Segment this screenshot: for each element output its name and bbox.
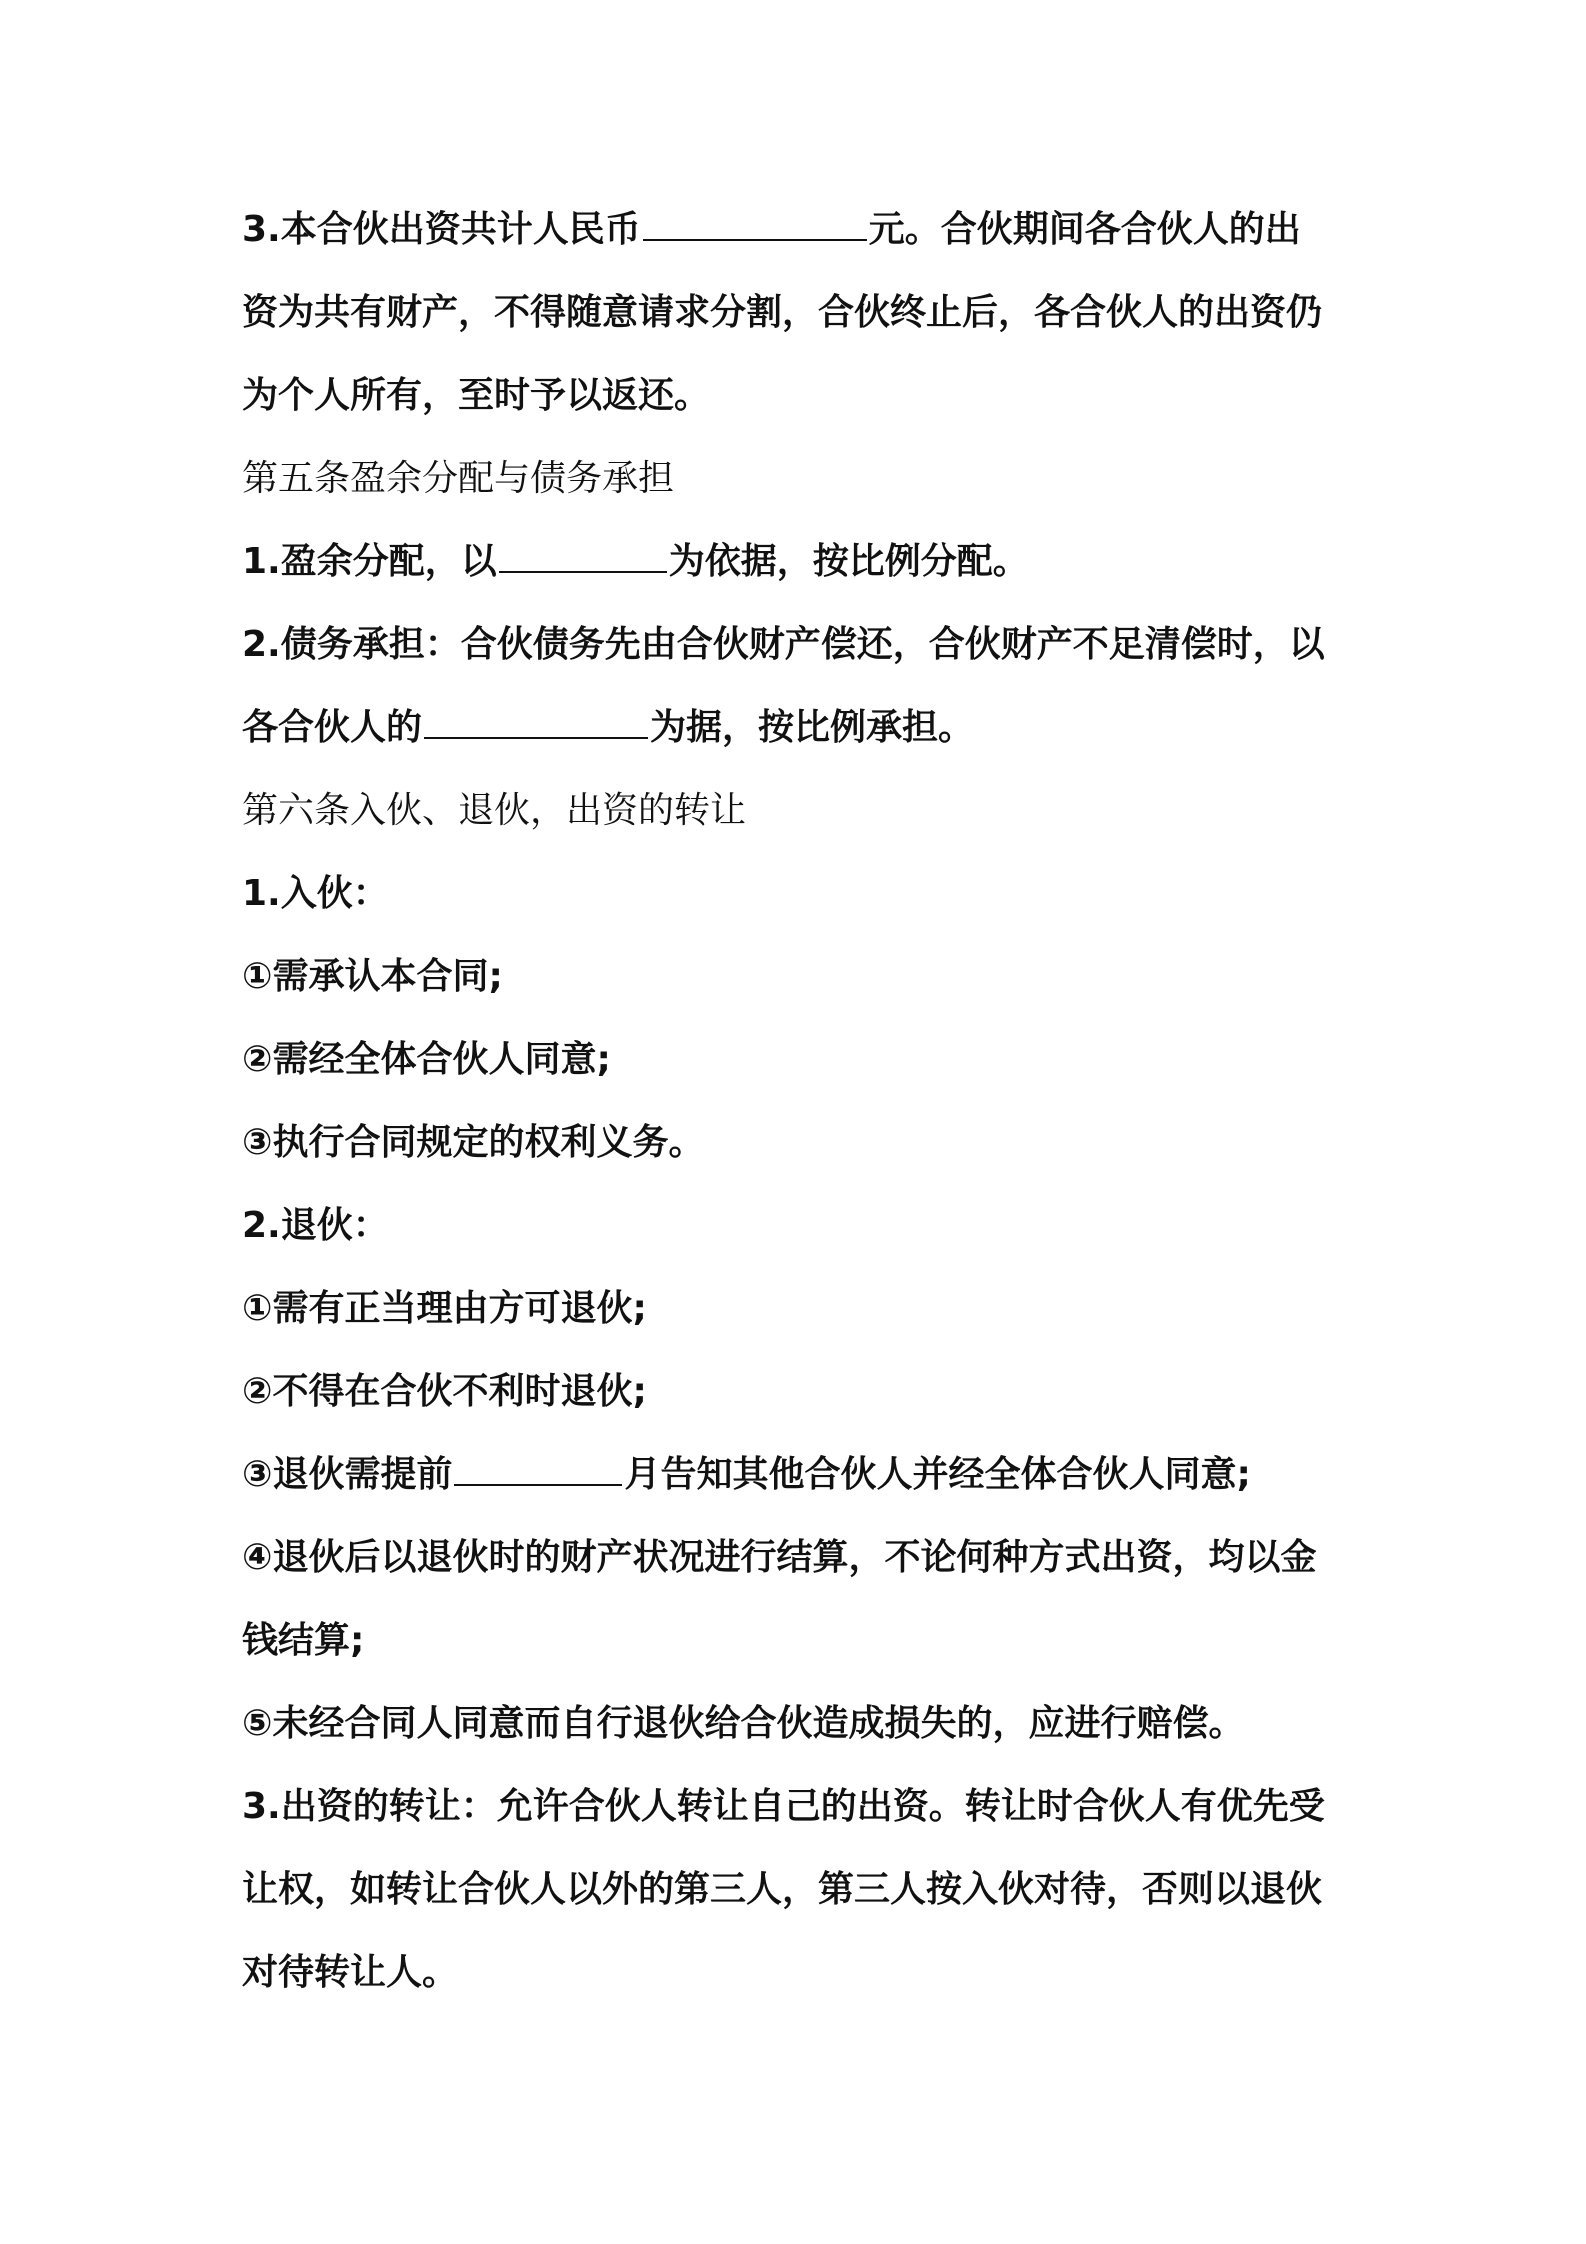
list-item <box>242 1277 1362 1360</box>
line-text: 为个人所有，至时予以返还。 <box>242 375 711 416</box>
fill-in-blank <box>499 531 667 573</box>
line-text: ②需经全体合伙人同意; <box>242 1039 611 1080</box>
paragraph-line <box>242 1609 1362 1692</box>
line-text: 钱结算; <box>242 1620 365 1661</box>
paragraph-line <box>242 696 1362 779</box>
list-item <box>242 1360 1362 1443</box>
paragraph-line <box>242 613 1362 696</box>
line-text: 让权，如转让合伙人以外的第三人，第三人按入伙对待，否则以退伙 <box>242 1869 1323 1910</box>
paragraph-line <box>242 530 1362 613</box>
paragraph-line <box>242 1941 1362 2024</box>
line-text: 2.退伙： <box>242 1205 389 1246</box>
line-text: ⑤未经合同人同意而自行退伙给合伙造成损失的，应进行赔偿。 <box>242 1703 1245 1744</box>
line-text: ①需承认本合同; <box>242 956 503 997</box>
line-text: 对待转让人。 <box>242 1952 459 1993</box>
paragraph-line <box>242 862 1362 945</box>
list-item <box>242 1111 1362 1194</box>
fill-in-blank <box>643 199 867 241</box>
line-text: 月告知其他合伙人并经全体合伙人同意; <box>624 1454 1251 1495</box>
paragraph-line <box>242 364 1362 447</box>
heading-text: 第五条盈余分配与债务承担 <box>242 458 675 499</box>
line-text: ①需有正当理由方可退伙; <box>242 1288 647 1329</box>
fill-in-blank <box>454 1444 622 1486</box>
list-item <box>242 945 1362 1028</box>
section-heading <box>242 447 1362 530</box>
list-item <box>242 1692 1362 1775</box>
list-item <box>242 1526 1362 1609</box>
line-text: ③退伙需提前 <box>242 1454 453 1495</box>
document-body <box>242 198 1362 2024</box>
line-text: 1.盈余分配，以 <box>242 541 497 582</box>
section-heading <box>242 779 1362 862</box>
paragraph-line <box>242 1775 1362 1858</box>
line-text: 3.出资的转让：允许合伙人转让自己的出资。转让时合伙人有优先受 <box>242 1786 1325 1827</box>
line-text: 元。合伙期间各合伙人的出 <box>868 209 1301 250</box>
line-text: 各合伙人的 <box>242 707 423 748</box>
list-item <box>242 1028 1362 1111</box>
line-text: ②不得在合伙不利时退伙; <box>242 1371 647 1412</box>
list-item <box>242 1443 1362 1526</box>
line-text: 资为共有财产，不得随意请求分割，合伙终止后，各合伙人的出资仍 <box>242 292 1323 333</box>
line-text: 2.债务承担：合伙债务先由合伙财产偿还，合伙财产不足清偿时，以 <box>242 624 1325 665</box>
line-text: ④退伙后以退伙时的财产状况进行结算，不论何种方式出资，均以金 <box>242 1537 1317 1578</box>
line-text: 1.入伙： <box>242 873 389 914</box>
paragraph-line <box>242 1858 1362 1941</box>
fill-in-blank <box>424 697 648 739</box>
line-text: 3.本合伙出资共计人民币 <box>242 209 641 250</box>
line-text: ③执行合同规定的权利义务。 <box>242 1122 705 1163</box>
line-text: 为据，按比例承担。 <box>650 707 975 748</box>
line-text: 为依据，按比例分配。 <box>668 541 1029 582</box>
paragraph-line <box>242 1194 1362 1277</box>
heading-text: 第六条入伙、退伙，出资的转让 <box>242 790 747 831</box>
paragraph-line <box>242 198 1362 281</box>
paragraph-line <box>242 281 1362 364</box>
